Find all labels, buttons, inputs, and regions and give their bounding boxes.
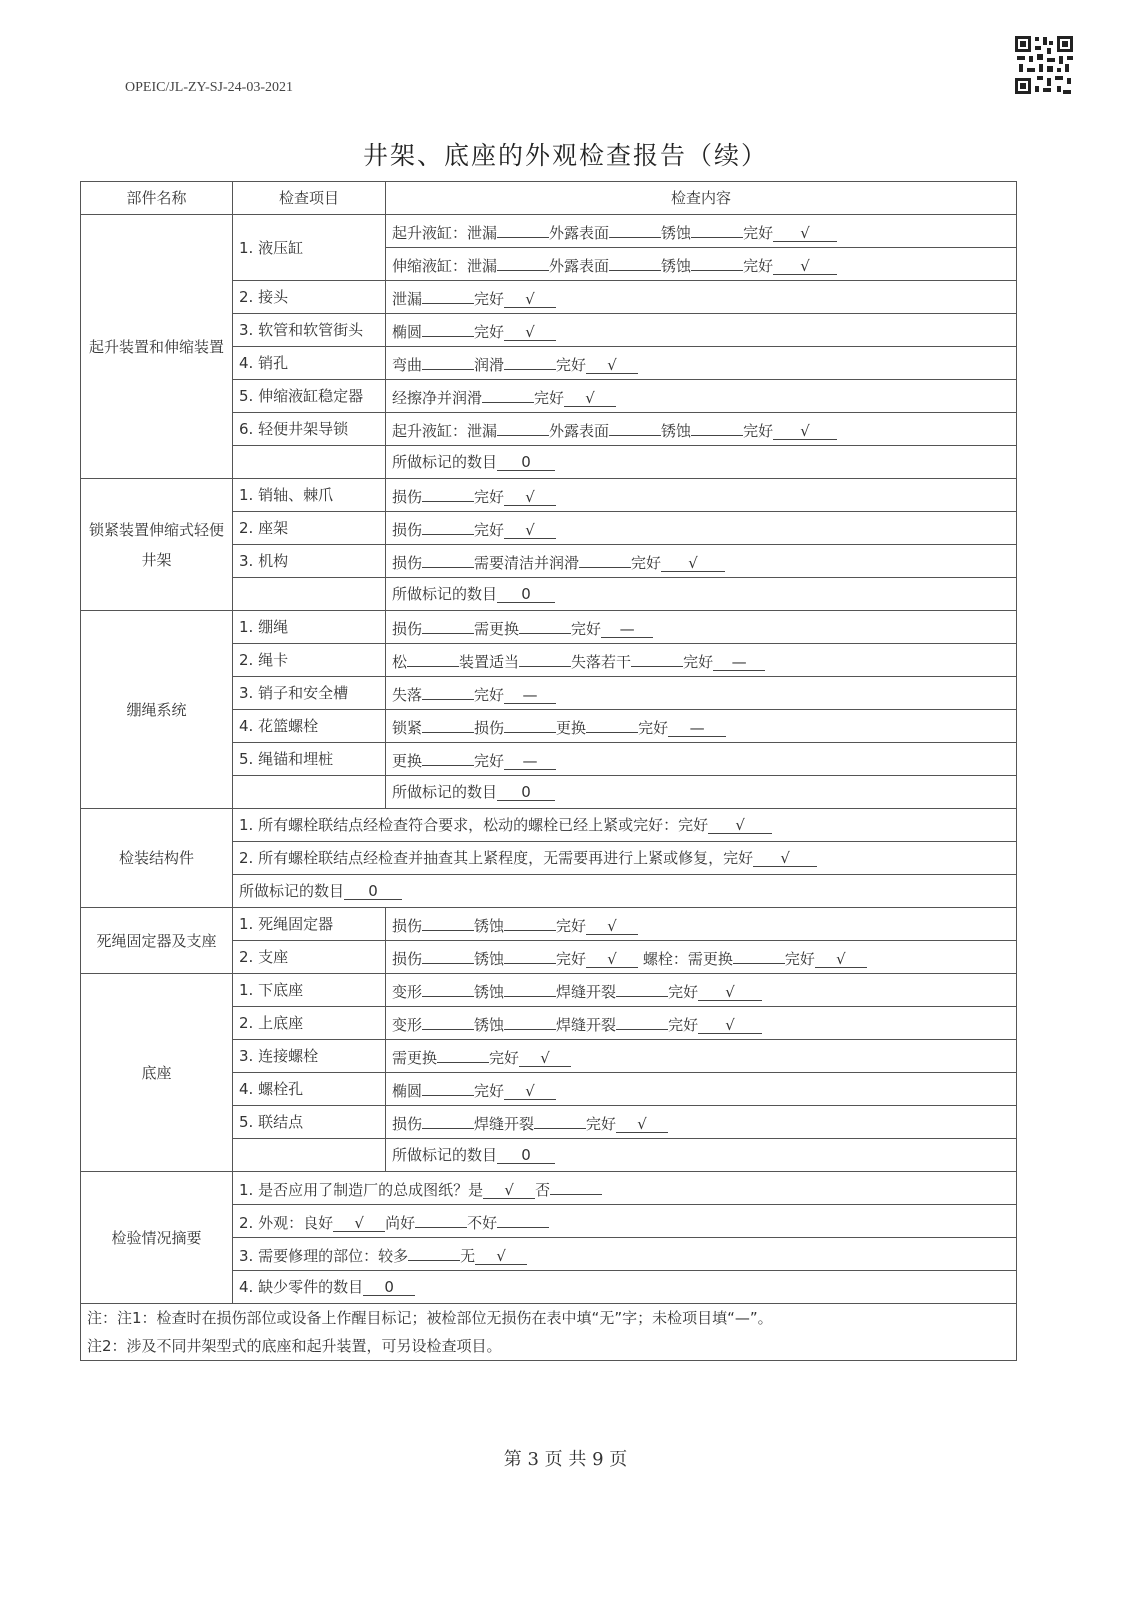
category-guy-wire: 绷绳系统: [81, 611, 233, 809]
marks-count: 0: [497, 784, 555, 801]
inspection-table: [80, 181, 1017, 1361]
note-1: 注：注1：检查时在损伤部位或设备上作醒目标记；被检部位无损伤在表中填“无”字；未检项目填“—”。: [87, 1309, 773, 1327]
table-row: [81, 908, 1017, 941]
check-mark: —: [504, 753, 556, 770]
content-cell: 椭圆 完好 √: [386, 314, 1017, 347]
check-mark: √: [504, 522, 556, 539]
marks-count: 0: [497, 1147, 555, 1164]
page-title: 井架、底座的外观检查报告（续）: [362, 141, 768, 170]
check-mark: √: [504, 1083, 556, 1100]
document-code: OPEIC/JL-ZY-SJ-24-03-2021: [125, 80, 293, 95]
item-label: 2. 上底座: [233, 1007, 386, 1040]
content-cell: 椭圆 完好 √: [386, 1073, 1017, 1106]
check-mark: √: [333, 1215, 385, 1232]
item-label: 5. 伸缩液缸稳定器: [233, 380, 386, 413]
content-cell: 所做标记的数目 0: [386, 1139, 1017, 1172]
content-cell: 1. 是否应用了制造厂的总成图纸？是 √ 否: [233, 1172, 1017, 1205]
table-row: [81, 215, 1017, 248]
check-mark: √: [519, 1050, 571, 1067]
header-part: 部件名称: [81, 182, 233, 215]
empty-cell: [233, 1139, 386, 1172]
content-cell: 所做标记的数目 0: [386, 776, 1017, 809]
content-cell: 起升液缸：泄漏 外露表面 锈蚀 完好 √: [386, 413, 1017, 446]
marks-count: 0: [497, 586, 555, 603]
content-cell: 泄漏 完好 √: [386, 281, 1017, 314]
header-item: 检查项目: [233, 182, 386, 215]
item-label: 2. 接头: [233, 281, 386, 314]
content-cell: 2. 所有螺栓联结点经检查并抽查其上紧程度，无需要再进行上紧或修复，完好 √: [233, 842, 1017, 875]
check-mark: —: [504, 687, 556, 704]
check-mark: √: [773, 225, 837, 242]
table-row: [81, 809, 1017, 842]
item-label: 5. 联结点: [233, 1106, 386, 1139]
content-cell: 所做标记的数目 0: [233, 875, 1017, 908]
content-cell: 变形 锈蚀 焊缝开裂 完好 √: [386, 1007, 1017, 1040]
check-mark: √: [698, 1017, 762, 1034]
item-label: 1. 液压缸: [233, 215, 386, 281]
item-label: 3. 机构: [233, 545, 386, 578]
content-cell: 损伤 完好 √: [386, 479, 1017, 512]
content-cell: 经擦净并润滑 完好 √: [386, 380, 1017, 413]
check-mark: √: [773, 258, 837, 275]
check-mark: √: [586, 918, 638, 935]
empty-cell: [233, 578, 386, 611]
item-label: 6. 轻便井架导锁: [233, 413, 386, 446]
content-cell: 起升液缸：泄漏 外露表面 锈蚀 完好 √: [386, 215, 1017, 248]
content-cell: 损伤 锈蚀 完好 √ 螺栓：需更换 完好 √: [386, 941, 1017, 974]
check-mark: √: [586, 357, 638, 374]
check-mark: √: [661, 555, 725, 572]
category-summary: 检验情况摘要: [81, 1172, 233, 1304]
item-label: 1. 绷绳: [233, 611, 386, 644]
content-cell: 所做标记的数目 0: [386, 578, 1017, 611]
check-mark: √: [475, 1248, 527, 1265]
content-cell: 更换 完好 —: [386, 743, 1017, 776]
check-mark: —: [713, 654, 765, 671]
header-content: 检查内容: [386, 182, 1017, 215]
item-label: 4. 螺栓孔: [233, 1073, 386, 1106]
category-locking: 锁紧装置伸缩式轻便井架: [81, 479, 233, 611]
category-lifting: 起升装置和伸缩装置: [81, 215, 233, 479]
table-row: [81, 479, 1017, 512]
category-structure: 检装结构件: [81, 809, 233, 908]
marks-count: 0: [497, 454, 555, 471]
content-cell: 伸缩液缸：泄漏 外露表面 锈蚀 完好 √: [386, 248, 1017, 281]
check-mark: —: [601, 621, 653, 638]
item-label: 2. 绳卡: [233, 644, 386, 677]
check-mark: √: [773, 423, 837, 440]
table-row: [81, 974, 1017, 1007]
check-mark: —: [668, 720, 726, 737]
check-mark: √: [753, 850, 817, 867]
item-label: 2. 支座: [233, 941, 386, 974]
check-mark: √: [504, 489, 556, 506]
item-label: 3. 销子和安全槽: [233, 677, 386, 710]
content-cell: 损伤 锈蚀 完好 √: [386, 908, 1017, 941]
qr-code-icon: [1013, 34, 1075, 96]
item-label: 4. 花篮螺栓: [233, 710, 386, 743]
missing-count: 0: [363, 1279, 415, 1296]
item-label: 4. 销孔: [233, 347, 386, 380]
content-cell: 变形 锈蚀 焊缝开裂 完好 √: [386, 974, 1017, 1007]
item-label: 1. 死绳固定器: [233, 908, 386, 941]
table-row: [81, 611, 1017, 644]
item-label: 3. 连接螺栓: [233, 1040, 386, 1073]
content-cell: 损伤 完好 √: [386, 512, 1017, 545]
content-cell: 所做标记的数目 0: [386, 446, 1017, 479]
content-cell: 失落 完好 —: [386, 677, 1017, 710]
page-number: 第 3 页 共 9 页: [503, 1449, 628, 1470]
item-label: 5. 绳锚和埋桩: [233, 743, 386, 776]
empty-cell: [233, 446, 386, 479]
category-deadline-anchor: 死绳固定器及支座: [81, 908, 233, 974]
check-mark: √: [504, 291, 556, 308]
check-mark: √: [708, 817, 772, 834]
content-cell: 松 装置适当 失落若干 完好 —: [386, 644, 1017, 677]
table-row: [81, 1172, 1017, 1205]
check-mark: √: [586, 951, 638, 968]
check-mark: √: [815, 951, 867, 968]
check-mark: √: [616, 1116, 668, 1133]
content-cell: 4. 缺少零件的数目 0: [233, 1271, 1017, 1304]
content-cell: 损伤 需要清洁并润滑 完好 √: [386, 545, 1017, 578]
table-header-row: [81, 182, 1017, 215]
content-cell: 弯曲 润滑 完好 √: [386, 347, 1017, 380]
check-mark: √: [564, 390, 616, 407]
content-cell: 需更换 完好 √: [386, 1040, 1017, 1073]
item-label: 1. 下底座: [233, 974, 386, 1007]
check-mark: √: [483, 1182, 535, 1199]
content-cell: 2. 外观：良好 √ 尚好 不好: [233, 1205, 1017, 1238]
empty-cell: [233, 776, 386, 809]
marks-count: 0: [344, 883, 402, 900]
notes-cell: [81, 1304, 1017, 1361]
content-cell: 损伤 焊缝开裂 完好 √: [386, 1106, 1017, 1139]
item-label: 2. 座架: [233, 512, 386, 545]
content-cell: 锁紧 损伤 更换 完好 —: [386, 710, 1017, 743]
item-label: 3. 软管和软管街头: [233, 314, 386, 347]
note-2: 注2：涉及不同井架型式的底座和起升装置，可另设检查项目。: [87, 1337, 502, 1355]
notes-row: [81, 1304, 1017, 1361]
check-mark: √: [698, 984, 762, 1001]
check-mark: √: [504, 324, 556, 341]
content-cell: 3. 需要修理的部位：较多 无 √: [233, 1238, 1017, 1271]
content-cell: 1. 所有螺栓联结点经检查符合要求，松动的螺栓已经上紧或完好：完好 √: [233, 809, 1017, 842]
content-cell: 损伤 需更换 完好 —: [386, 611, 1017, 644]
category-base: 底座: [81, 974, 233, 1172]
item-label: 1. 销轴、棘爪: [233, 479, 386, 512]
